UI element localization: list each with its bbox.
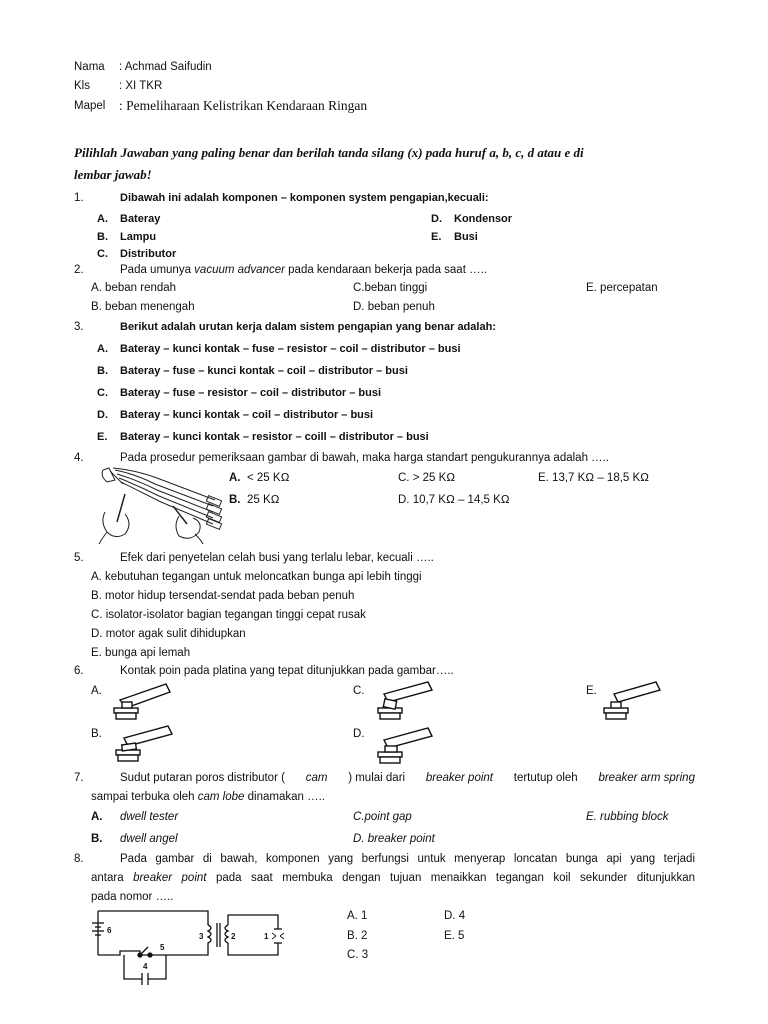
q3-option-a-letter[interactable]: A. <box>97 343 108 355</box>
q7-option-b-text: dwell angel <box>120 833 178 845</box>
q7-option-b-letter[interactable]: B. <box>91 833 103 845</box>
q2-option-b[interactable]: B. beban menengah <box>91 301 195 313</box>
q5-option-c[interactable]: C. isolator-isolator bagian tegangan tinggi cepat rusak <box>91 609 366 621</box>
q8-text-line-2: antara breaker point pada saat membuka dengan tujuan menaikkan tegangan koil sekunder ditunjukkan <box>91 872 695 884</box>
q8-text-line-3: pada nomor ….. <box>91 891 174 903</box>
q5-option-e[interactable]: E. bunga api lemah <box>91 647 191 659</box>
q3-option-c-letter[interactable]: C. <box>97 387 108 399</box>
q6-option-b[interactable]: B. <box>91 728 102 740</box>
q1-option-a-letter[interactable]: A. <box>97 213 108 225</box>
contact-point-b-image <box>110 722 180 764</box>
q5-number: 5. <box>74 552 84 564</box>
q4-option-a-letter[interactable]: A. <box>229 472 241 484</box>
q5-option-a[interactable]: A. kebutuhan tegangan untuk meloncatkan bunga api lebih tinggi <box>91 571 422 583</box>
q4-option-e[interactable]: E. 13,7 KΩ – 18,5 KΩ <box>538 472 650 484</box>
q7-text-line-2: sampai terbuka oleh cam lobe dinamakan ….. <box>91 791 325 803</box>
q1-option-c-text: Distributor <box>120 248 177 260</box>
q6-text: Kontak poin pada platina yang tepat ditunjukkan pada gambar….. <box>120 665 454 677</box>
q7-number: 7. <box>74 772 84 784</box>
nama-label: Nama <box>74 61 105 73</box>
q3-text: Berikut adalah urutan kerja dalam sistem pengapian yang benar adalah: <box>120 321 496 333</box>
q3-option-c-text: Bateray – fuse – resistor – coil – distributor – busi <box>120 387 382 399</box>
nama-value: : Achmad Saifudin <box>119 61 212 73</box>
q7-option-a-letter[interactable]: A. <box>91 811 103 823</box>
q8-number: 8. <box>74 853 84 865</box>
q8-option-a[interactable]: A. 1 <box>347 910 368 922</box>
instruction-line-1: Pilihlah Jawaban yang paling benar dan berilah tanda silang (x) pada huruf a, b, c, d atau e di <box>74 145 584 160</box>
q4-option-c[interactable]: C. > 25 KΩ <box>398 472 456 484</box>
q5-text: Efek dari penyetelan celah busi yang terlalu lebar, kecuali ….. <box>120 552 434 564</box>
q1-text: Dibawah ini adalah komponen – komponen system pengapian,kecuali: <box>120 192 489 204</box>
diagram-label-1: 1 <box>264 932 269 941</box>
q2-option-c[interactable]: C.beban tinggi <box>353 282 428 294</box>
kls-label: Kls <box>74 80 90 92</box>
q2-number: 2. <box>74 264 84 276</box>
q6-option-c[interactable]: C. <box>353 685 365 697</box>
diagram-label-3: 3 <box>199 932 204 941</box>
q4-number: 4. <box>74 452 84 464</box>
contact-point-c-image <box>372 680 442 722</box>
diagram-label-6: 6 <box>107 926 112 935</box>
contact-point-e-image <box>600 680 670 722</box>
q7-text-line-1: Sudut putaran poros distributor ( cam ) mulai dari breaker point tertutup oleh breaker arm spring <box>120 772 695 784</box>
q3-number: 3. <box>74 321 84 333</box>
q8-option-d[interactable]: D. 4 <box>444 910 466 922</box>
q2-option-d[interactable]: D. beban penuh <box>353 301 435 313</box>
q6-option-d[interactable]: D. <box>353 728 365 740</box>
diagram-label-2: 2 <box>231 932 236 941</box>
mapel-value: : Pemeliharaan Kelistrikan Kendaraan Ringan <box>119 98 368 113</box>
q3-option-d-text: Bateray – kunci kontak – coil – distributor – busi <box>120 409 374 421</box>
q3-option-a-text: Bateray – kunci kontak – fuse – resistor – coil – distributor – busi <box>120 343 461 355</box>
q5-option-d[interactable]: D. motor agak sulit dihidupkan <box>91 628 246 640</box>
contact-point-d-image <box>372 722 442 764</box>
q5-option-b[interactable]: B. motor hidup tersendat-sendat pada beban penuh <box>91 590 355 602</box>
q4-option-a-text: < 25 KΩ <box>247 472 290 484</box>
kls-value: : XI TKR <box>119 80 163 92</box>
diagram-label-5: 5 <box>160 943 165 952</box>
q1-option-e-text: Busi <box>454 231 478 243</box>
q1-option-a-text: Bateray <box>120 213 161 225</box>
q7-option-d[interactable]: D. breaker point <box>353 833 435 845</box>
q8-text-line-1: Pada gambar di bawah, komponen yang berfungsi untuk menyerap loncatan bunga api yang terjadi <box>120 853 695 865</box>
q3-option-e-letter[interactable]: E. <box>97 431 108 443</box>
ignition-circuit-diagram <box>88 905 288 987</box>
q1-option-d-text: Kondensor <box>454 213 513 225</box>
q1-option-b-text: Lampu <box>120 231 157 243</box>
q4-option-d[interactable]: D. 10,7 KΩ – 14,5 KΩ <box>398 494 510 506</box>
q1-option-b-letter[interactable]: B. <box>97 231 108 243</box>
mapel-label: Mapel <box>74 100 106 112</box>
diagram-label-4: 4 <box>143 962 148 971</box>
q1-option-c-letter[interactable]: C. <box>97 248 108 260</box>
q7-option-c[interactable]: C.point gap <box>353 811 412 823</box>
q8-option-c[interactable]: C. 3 <box>347 949 369 961</box>
spark-plug-cable-test-illustration <box>95 462 225 544</box>
q6-option-e[interactable]: E. <box>586 685 597 697</box>
q4-option-b-letter[interactable]: B. <box>229 494 241 506</box>
q3-option-d-letter[interactable]: D. <box>97 409 108 421</box>
q2-option-a[interactable]: A. beban rendah <box>91 282 177 294</box>
q6-option-a[interactable]: A. <box>91 685 102 697</box>
contact-point-a-image <box>110 680 180 722</box>
q7-option-a-text: dwell tester <box>120 811 179 823</box>
q4-text: Pada prosedur pemeriksaan gambar di bawah, maka harga standart pengukurannya adalah ….. <box>120 452 610 464</box>
q1-number: 1. <box>74 192 84 204</box>
q6-number: 6. <box>74 665 84 677</box>
q2-text: Pada umunya vacuum advancer pada kendaraan bekerja pada saat ….. <box>120 264 487 276</box>
q1-option-d-letter[interactable]: D. <box>431 213 442 225</box>
q2-option-e[interactable]: E. percepatan <box>586 282 658 294</box>
q3-option-e-text: Bateray – kunci kontak – resistor – coill – distributor – busi <box>120 431 429 443</box>
q3-option-b-text: Bateray – fuse – kunci kontak – coil – distributor – busi <box>120 365 408 377</box>
q8-option-b[interactable]: B. 2 <box>347 930 368 942</box>
q7-option-e[interactable]: E. rubbing block <box>586 811 669 823</box>
instruction-line-2: lembar jawab! <box>74 167 152 182</box>
q3-option-b-letter[interactable]: B. <box>97 365 108 377</box>
q4-option-b-text: 25 KΩ <box>247 494 280 506</box>
q8-option-e[interactable]: E. 5 <box>444 930 465 942</box>
q1-option-e-letter[interactable]: E. <box>431 231 442 243</box>
